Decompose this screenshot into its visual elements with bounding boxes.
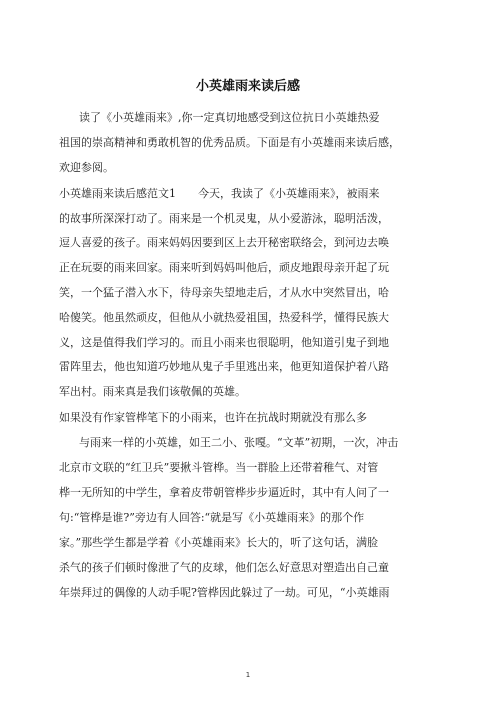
text-line-intro-1: 读了《小英雄雨来》,你一定真切地感受到这位抗日小英雄热爱 [79, 111, 380, 124]
text-line-p2-1: 与雨来一样的小英雄，如王二小、张嘎。“文革”初期，一次，冲击 [79, 436, 399, 449]
text-line-p1-9: 军出村。雨来真是我们该敬佩的英雄。 [59, 385, 246, 398]
text-line-p1-7: 义，这是值得我们学习的。而且小雨来也很聪明，他知道引鬼子到地 [59, 336, 389, 349]
text-line-p2-5: 家。”那些学生都是学着《小英雄雨来》长大的，听了这句话，满脸 [59, 536, 379, 549]
text-line-p2-4: 句:“管桦是谁?”旁边有人回答:“就是写《小英雄雨来》的那个作 [59, 511, 365, 524]
text-line-p2-7: 年崇拜过的偶像的人动手呢?管桦因此躲过了一劫。可见，“小英雄雨 [59, 586, 390, 599]
text-line-p1-10: 如果没有作家管桦笔下的小雨来，也许在抗战时期就没有那么多 [59, 411, 367, 424]
text-line-p2-6: 杀气的孩子们顿时像泄了气的皮球，他们怎么好意思对塑造出自己童 [59, 561, 389, 574]
text-line-p2-2: 北京市文联的“红卫兵”要揪斗管桦。当一群脸上还带着稚气、对管 [59, 461, 379, 474]
text-line-p1-5: 笑，一个猛子潜入水下，待母亲失望地走后，才从水中突然冒出，哈 [59, 286, 389, 299]
text-line-p1-4: 正在玩耍的雨来回家。雨来听到妈妈叫他后，顽皮地跟母亲开起了玩 [59, 261, 389, 274]
text-line-p1-6: 哈傻笑。他虽然顽皮，但他从小就热爱祖国，热爱科学，懂得民族大 [59, 311, 389, 324]
text-line-p1-2: 的故事所深深打动了。雨来是一个机灵鬼，从小爱游泳，聪明活泼， [59, 212, 389, 225]
text-line-intro-3: 欢迎参阅。 [59, 161, 114, 174]
text-line-p1-3: 逗人喜爱的孩子。雨来妈妈因要到区上去开秘密联络会，到河边去唤 [59, 236, 389, 249]
document-title: 小英雄雨来读后感 [195, 79, 300, 94]
text-line-p2-3: 桦一无所知的中学生，拿着皮带朝管桦步步逼近时，其中有人问了一 [59, 486, 389, 499]
text-line-p1-8: 雷阵里去，他也知道巧妙地从鬼子手里逃出来，他更知道保护着八路 [59, 360, 389, 373]
page-number: 1 [245, 671, 251, 679]
text-line-section-heading: 小英雄雨来读后感范文1 今天，我读了《小英雄雨来》，被雨来 [59, 187, 380, 200]
text-line-intro-2: 祖国的崇高精神和勇敢机智的优秀品质。下面是有小英雄雨来读后感， [59, 136, 400, 149]
